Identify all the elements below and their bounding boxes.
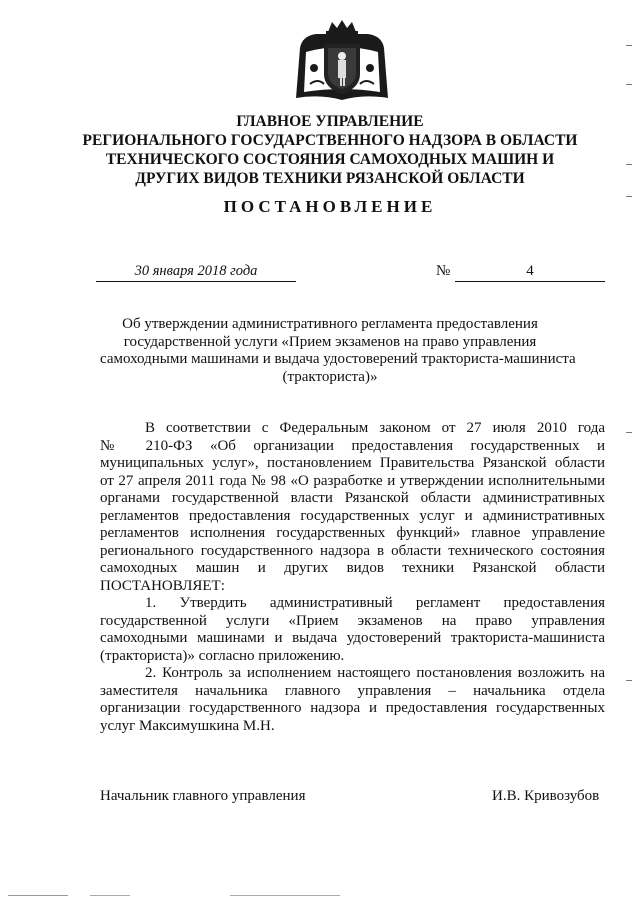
- body-line: от 27 апреля 2011 года № 98 «О разработке и утверждении исполнительными: [100, 472, 605, 489]
- document-type: ПОСТАНОВЛЕНИЕ: [223, 197, 437, 216]
- body-line: регламентов исполнения государственных функций» главное управление: [100, 525, 605, 541]
- scan-bottom-artifact: [0, 893, 640, 899]
- number-label: №: [436, 263, 451, 279]
- org-line-2: РЕГИОНАЛЬНОГО ГОСУДАРСТВЕННОГО НАДЗОРА В ОБЛАСТИ: [82, 132, 578, 149]
- body-line: В соответствии с Федеральным законом от 27 июля 2010 года: [145, 420, 605, 436]
- body-line: № 210-ФЗ «Об организации предоставления государственных и: [100, 437, 605, 454]
- signatory-name: И.В. Кривозубов: [492, 788, 600, 804]
- ryazan-coat-of-arms-icon: [294, 18, 390, 104]
- document-date: 30 января 2018 года: [96, 262, 296, 282]
- body-line: (тракториста)» согласно приложению.: [100, 647, 345, 664]
- org-line-3: ТЕХНИЧЕСКОГО СОСТОЯНИЯ САМОХОДНЫХ МАШИН И: [105, 151, 555, 168]
- body-line: государственной услуги «Прием экзаменов на право управления: [100, 612, 605, 629]
- paragraph-item-2: [100, 665, 605, 735]
- body-line: регионального государственного надзора в области технического состояния: [100, 542, 605, 559]
- document-subject: [100, 316, 576, 386]
- body-line: организации государственного надзора и предоставления государственных: [100, 700, 605, 716]
- paragraph-item-1: [100, 595, 605, 665]
- signatory-position: Начальник главного управления: [100, 788, 306, 804]
- body-line: самоходных машин и других видов техники Рязанской области: [100, 560, 605, 576]
- organization-name: [60, 112, 600, 188]
- body-line: 1. Утвердить административный регламент предоставления: [145, 595, 605, 611]
- document-body: [100, 420, 605, 735]
- org-line-4: ДРУГИХ ВИДОВ ТЕХНИКИ РЯЗАНСКОЙ ОБЛАСТИ: [135, 170, 525, 187]
- subject-line: самоходными машинами и выдача удостоверений тракториста-машиниста: [100, 351, 576, 367]
- body-line: органами государственной власти Рязанской области административных: [100, 490, 605, 506]
- body-line: самоходными машинами и выдача удостоверений тракториста-машиниста: [100, 630, 605, 646]
- body-line: 2. Контроль за исполнением настоящего постановления возложить на: [145, 665, 605, 681]
- body-line: услуг Максимушкина М.Н.: [100, 717, 275, 734]
- paragraph-preamble: [100, 420, 605, 595]
- org-line-1: ГЛАВНОЕ УПРАВЛЕНИЕ: [236, 113, 424, 130]
- subject-line: государственной услуги «Прием экзаменов на право управления: [123, 333, 537, 350]
- document-number: 4: [455, 262, 605, 282]
- subject-line: Об утверждении административного регламента предоставления: [122, 316, 538, 332]
- subject-line: (тракториста)»: [282, 368, 378, 385]
- body-line: муниципальных услуг», постановлением Правительства Рязанской области: [100, 455, 605, 471]
- body-line: ПОСТАНОВЛЯЕТ:: [100, 577, 225, 594]
- body-line: заместителя начальника главного управления – начальника отдела: [100, 682, 605, 699]
- body-line: регламентов предоставления государственных услуг и административных: [100, 507, 605, 524]
